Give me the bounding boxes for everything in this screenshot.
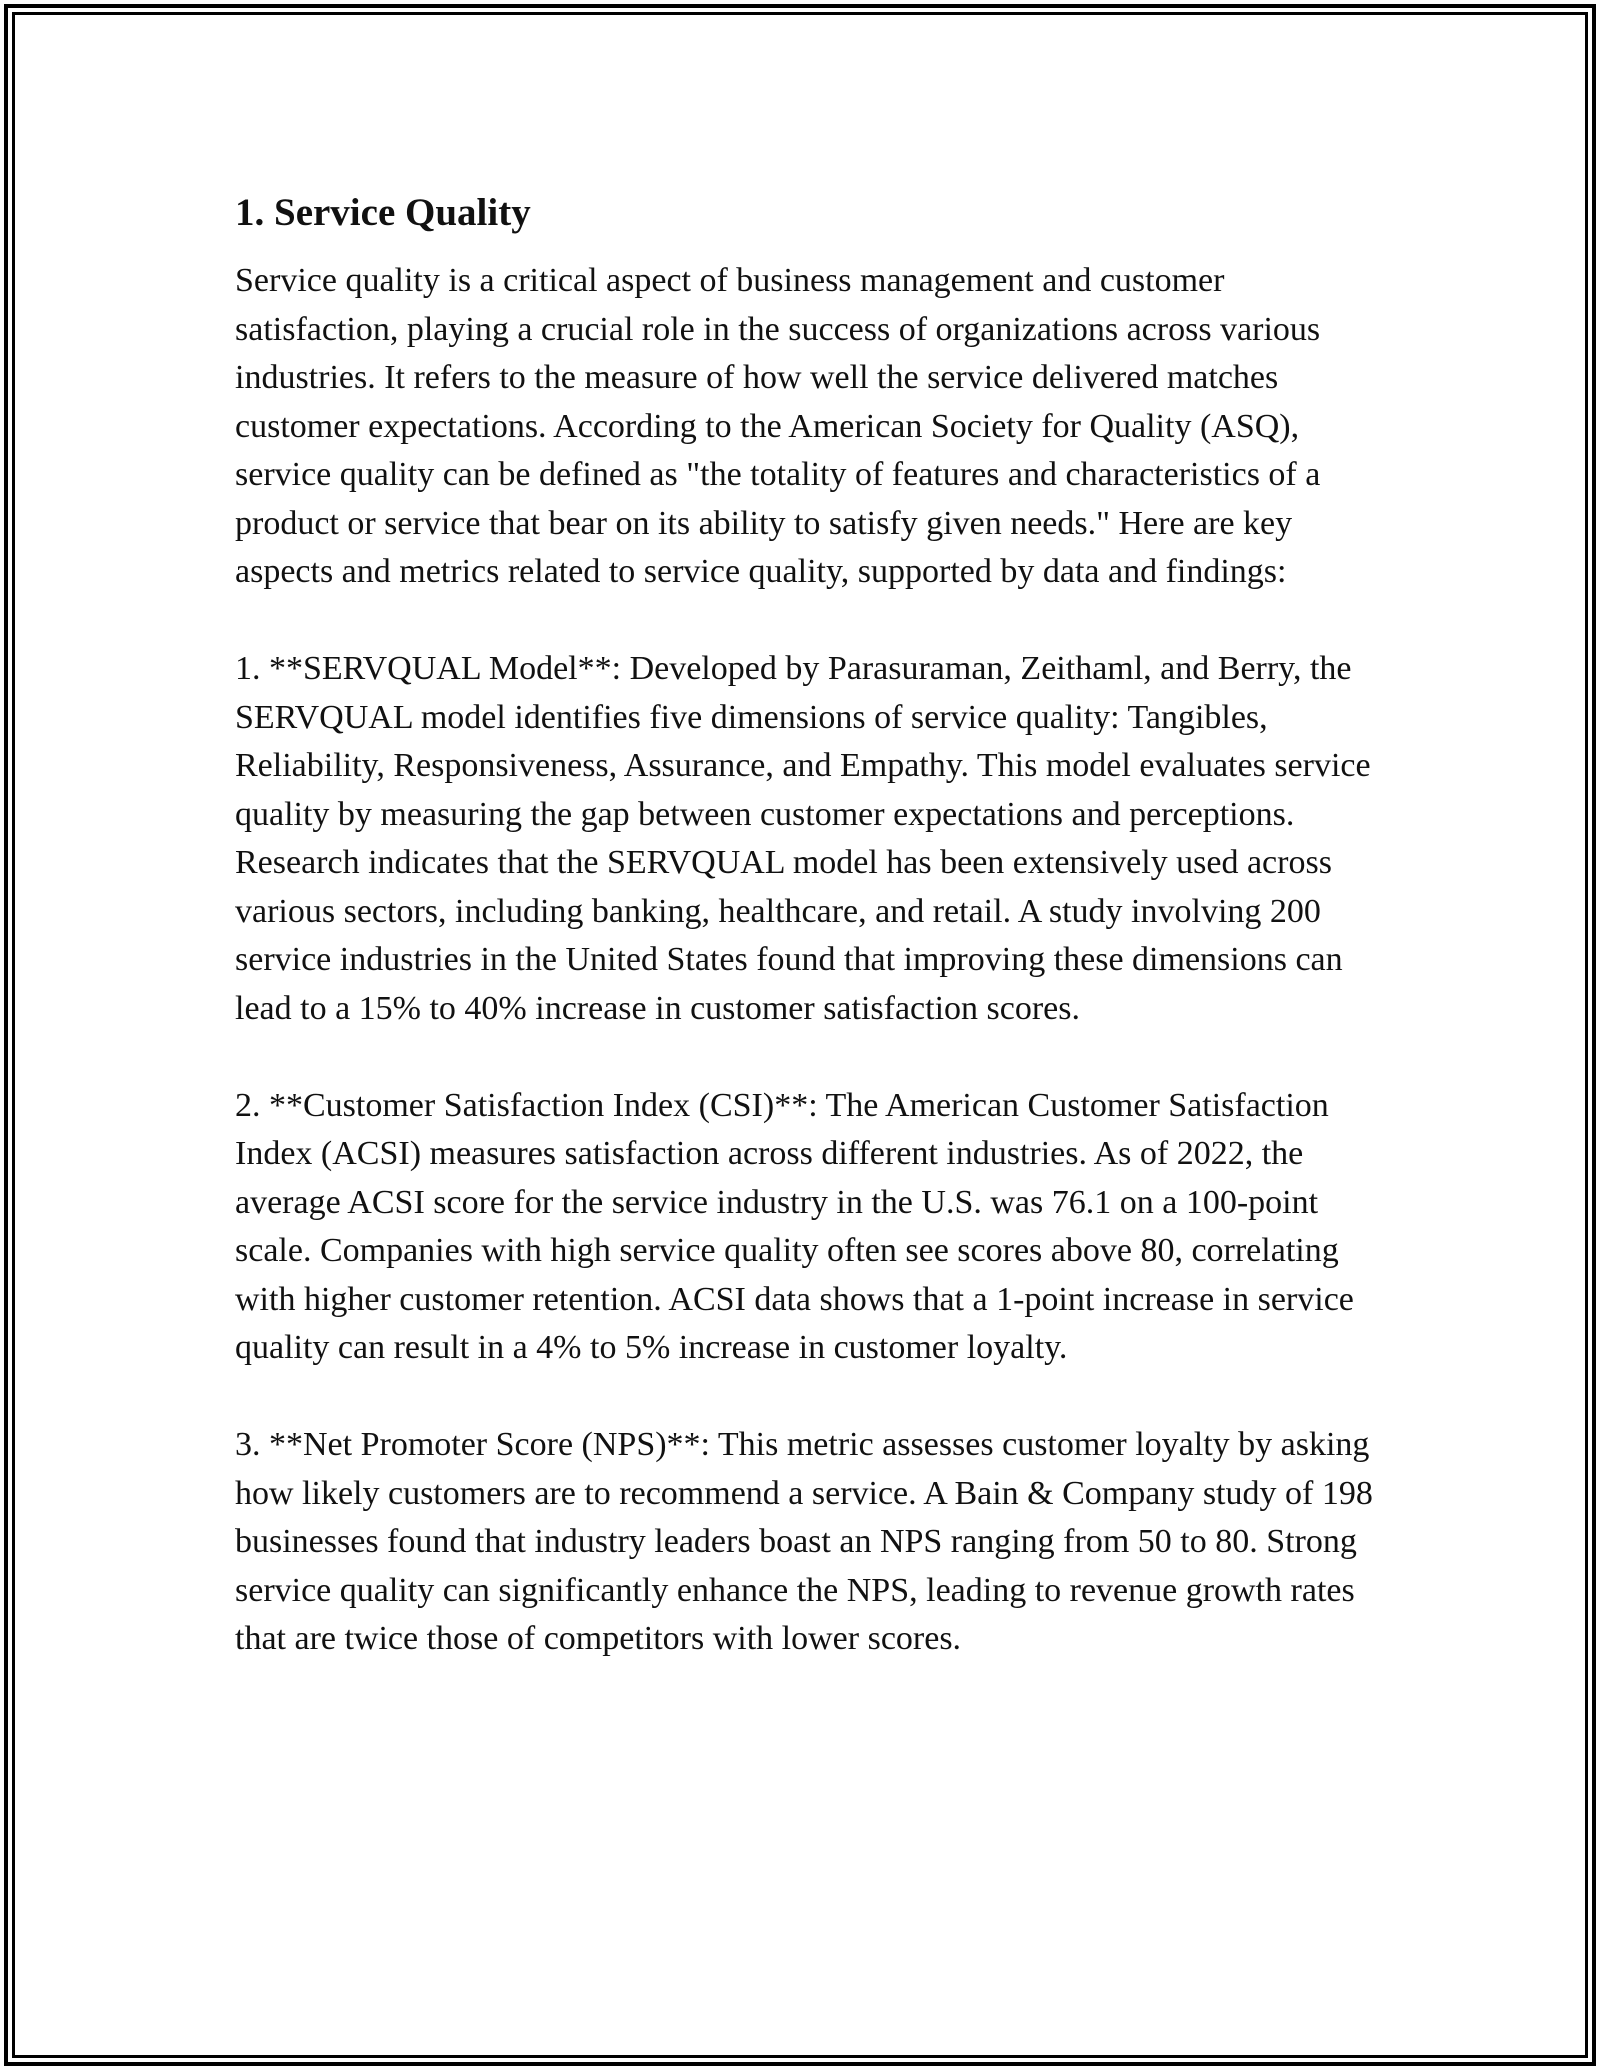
servqual-paragraph: 1. **SERVQUAL Model**: Developed by Parasuraman, Zeithaml, and Berry, the SERVQUAL model identifies five dimensions of service quality: Tangibles, Reliability, Responsiveness, Assurance, and Empathy. This model evaluates service quality by measuring the gap between customer expectations and perceptions. Research indicates that the SERVQUAL model has been extensively used across various sectors, including banking, healthcare, and retail. A study involving 200 service industries in the United States found that improving these dimensions can lead to a 15% to 40% increase in customer satisfaction scores. — [235, 650, 1371, 1027]
section-heading: 1. Service Quality — [235, 191, 531, 234]
nps-paragraph: 3. **Net Promoter Score (NPS)**: This metric assesses customer loyalty by asking how likely customers are to recommend a service. A Bain & Company study of 198 businesses found that industry leaders boast an NPS ranging from 50 to 80. Strong service quality can significantly enhance the NPS, leading to revenue growth rates that are twice those of competitors with lower scores. — [235, 1426, 1373, 1657]
csi-paragraph: 2. **Customer Satisfaction Index (CSI)**: The American Customer Satisfaction Index (ACSI) measures satisfaction across different industries. As of 2022, the average ACSI score for the service industry in the U.S. was 76.1 on a 100-point scale. Companies with high service quality often see scores above 80, correlating with higher customer retention. ACSI data shows that a 1-point increase in service quality can result in a 4% to 5% increase in customer loyalty. — [235, 1086, 1354, 1366]
document-body — [235, 183, 1375, 1712]
intro-paragraph: Service quality is a critical aspect of business management and customer satisfaction, playing a crucial role in the success of organizations across various industries. It refers to the measure of how well the service delivered matches customer expectations. According to the American Society for Quality (ASQ), service quality can be defined as "the totality of features and characteristics of a product or service that bear on its ability to satisfy given needs." Here are key aspects and metrics related to service quality, supported by data and findings: — [235, 262, 1321, 590]
